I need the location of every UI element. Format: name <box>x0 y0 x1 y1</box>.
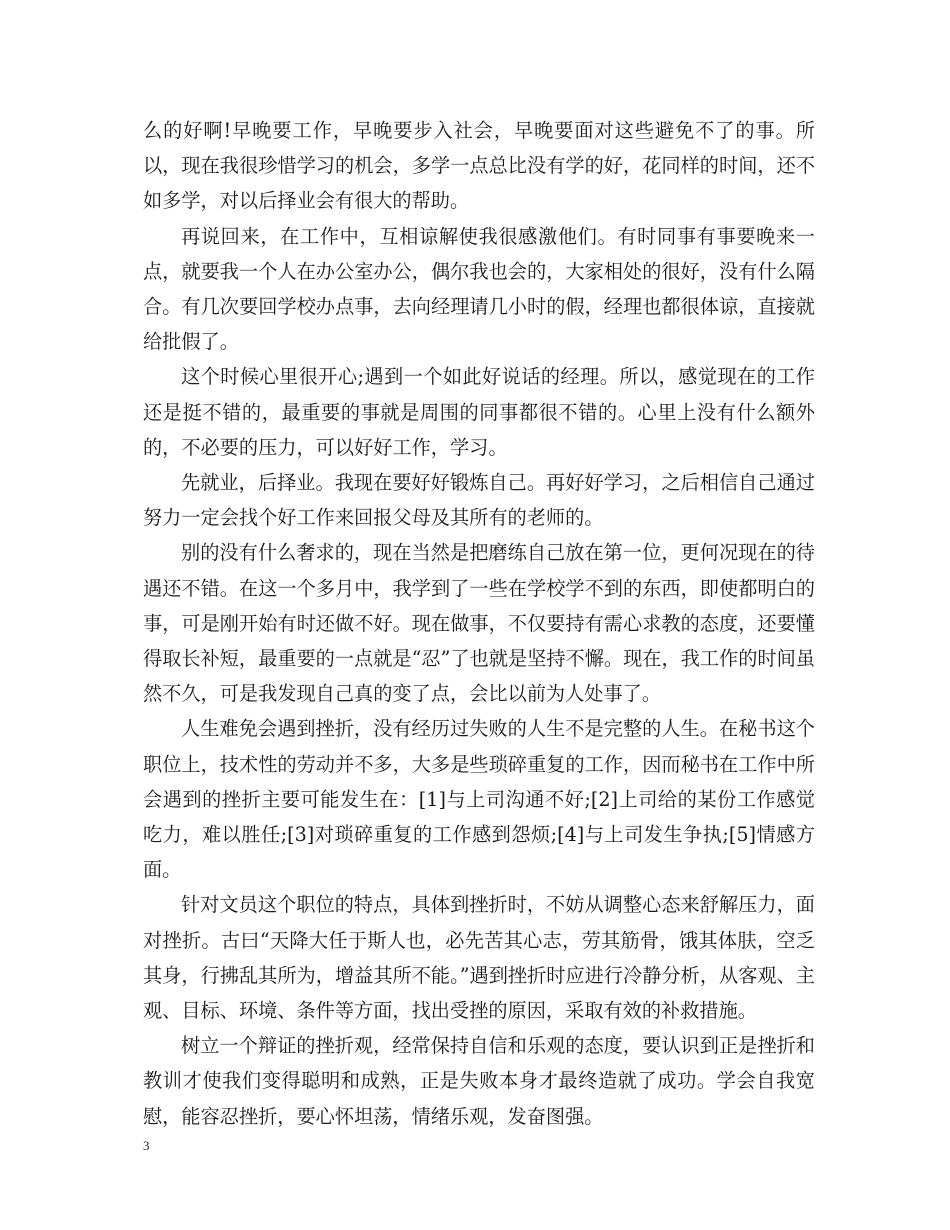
paragraph: 人生难免会遇到挫折，没有经历过失败的人生不是完整的人生。在秘书这个职位上，技术性的劳动并不多，大多是些琐碎重复的工作，因而秘书在工作中所会遇到的挫折主要可能发生在：[1]与上司沟通不好;[2]上司给的某份工作感觉吃力，难以胜任;[3]对琐碎重复的工作感到怨烦;[4]与上司发生争执;[5]情感方面。 <box>143 717 815 882</box>
paragraph: 这个时候心里很开心;遇到一个如此好说话的经理。所以，感觉现在的工作还是挺不错的，最重要的事就是周围的同事都很不错的。心里上没有什么额外的，不必要的压力，可以好好工作，学习。 <box>143 365 815 459</box>
paragraph: 树立一个辩证的挫折观，经常保持自信和乐观的态度，要认识到正是挫折和教训才使我们变得聪明和成熟，正是失败本身才最终造就了成功。学会自我宽慰，能容忍挫折，要心怀坦荡，情绪乐观，发奋图强。 <box>143 1034 815 1128</box>
paragraph: 再说回来，在工作中，互相谅解使我很感激他们。有时同事有事要晚来一点，就要我一个人在办公室办公，偶尔我也会的，大家相处的很好，没有什么隔合。有几次要回学校办点事，去向经理请几小时的假，经理也都很体谅，直接就给批假了。 <box>143 224 815 354</box>
paragraph: 别的没有什么奢求的，现在当然是把磨练自己放在第一位，更何况现在的待遇还不错。在这一个多月中，我学到了一些在学校学不到的东西，即使都明白的事，可是刚开始有时还做不好。现在做事，不仅要持有需心求教的态度，还要懂得取长补短，最重要的一点就是“忍”了也就是坚持不懈。现在，我工作的时间虽然不久，可是我发现自己真的变了点，会比以前为人处事了。 <box>143 541 815 706</box>
paragraph: 先就业，后择业。我现在要好好锻炼自己。再好好学习，之后相信自己通过努力一定会找个好工作来回报父母及其所有的老师的。 <box>143 471 815 530</box>
paragraph-continued: 么的好啊!早晚要工作，早晚要步入社会，早晚要面对这些避免不了的事。所以，现在我很珍惜学习的机会，多学一点总比没有学的好，花同样的时间，还不如多学，对以后择业会有很大的帮助。 <box>143 119 815 213</box>
document-body <box>143 113 815 1134</box>
paragraph: 针对文员这个职位的特点，具体到挫折时，不妨从调整心态来舒解压力，面对挫折。古曰“天降大任于斯人也，必先苦其心志，劳其筋骨，饿其体肤，空乏其身，行拂乱其所为，增益其所不能。”遇到挫折时应进行冷静分析，从客观、主观、目标、环境、条件等方面，找出受挫的原因，采取有效的补救措施。 <box>143 893 815 1023</box>
page-number: 3 <box>143 1138 150 1153</box>
